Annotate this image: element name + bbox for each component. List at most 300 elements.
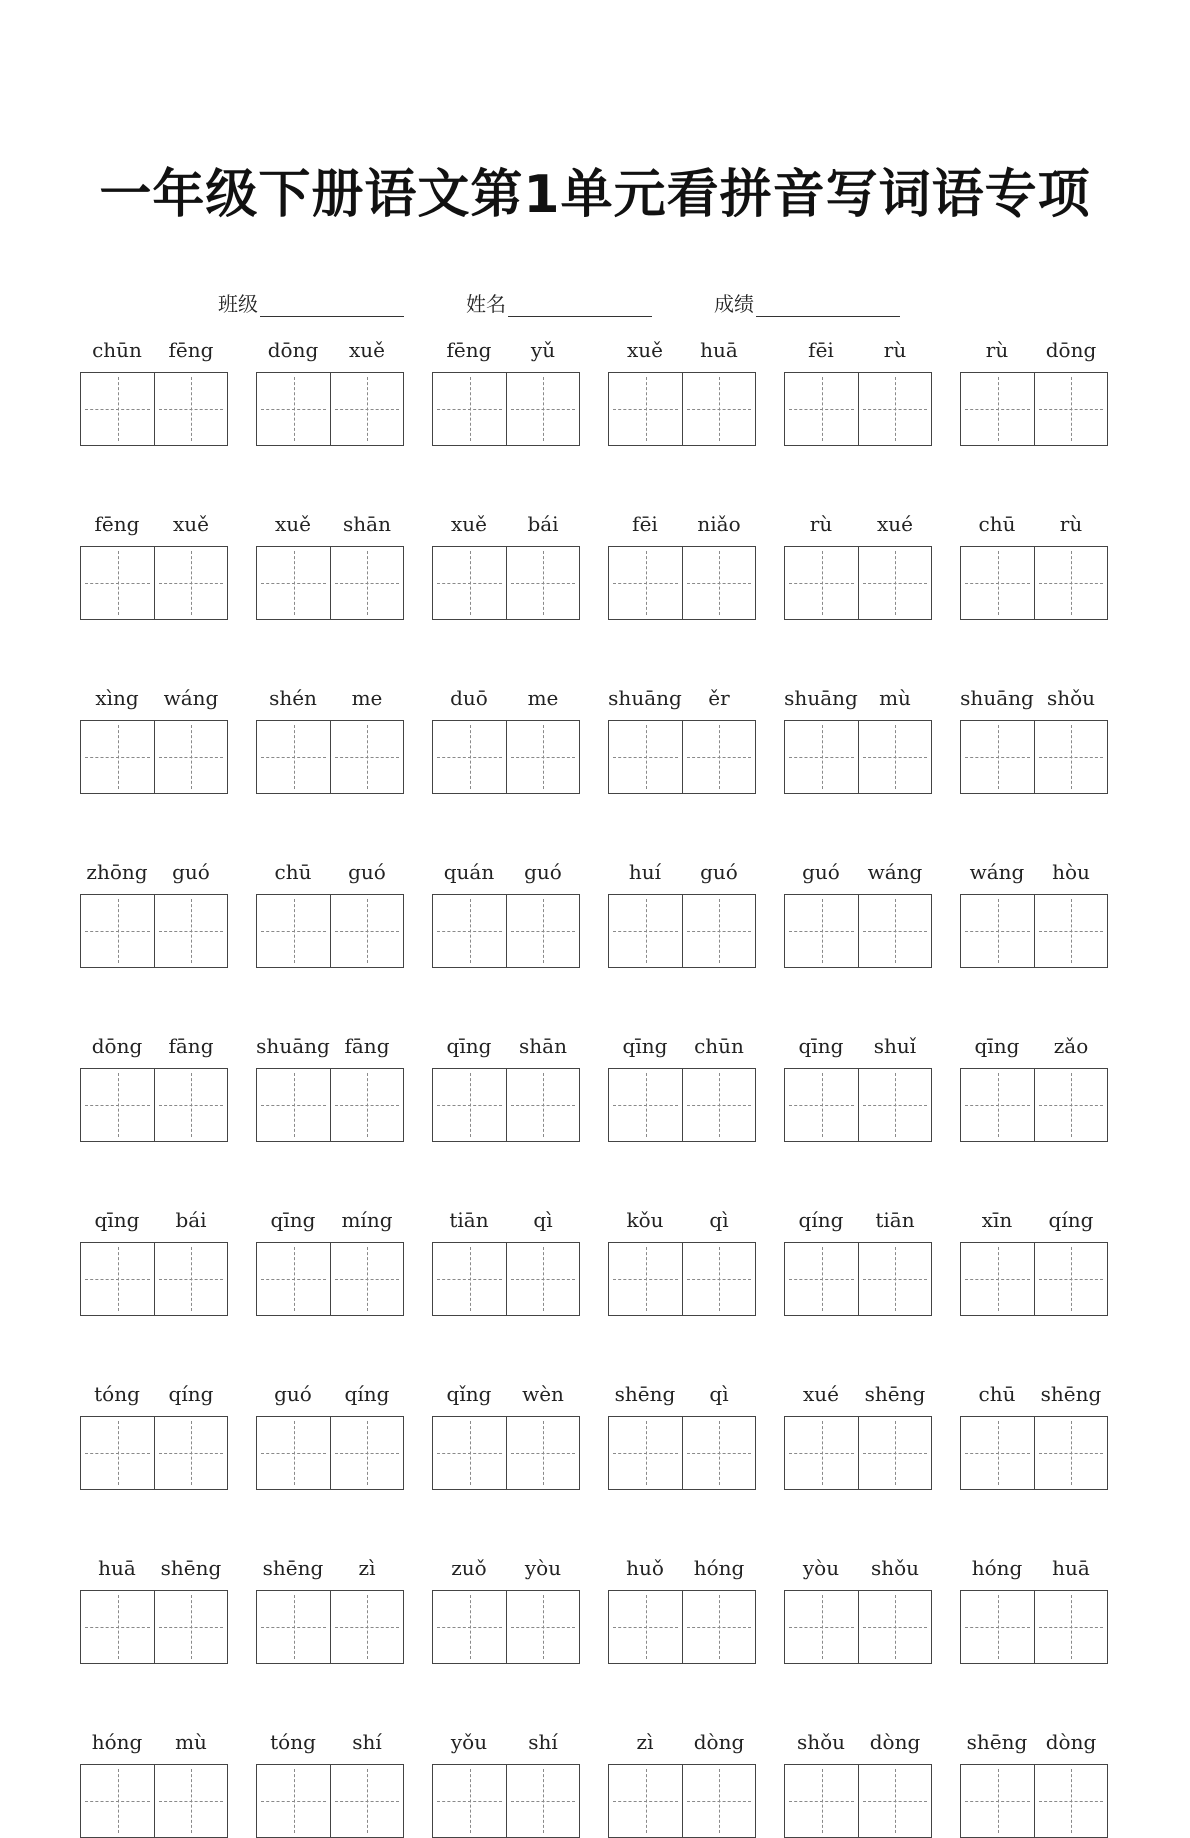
- pinyin-syllable: niǎo: [697, 512, 741, 536]
- pinyin-syllable: qíng: [798, 1208, 844, 1232]
- tianzige-writing-box[interactable]: [257, 721, 330, 793]
- word-item: [960, 510, 1108, 620]
- tianzige-writing-box[interactable]: [1034, 547, 1107, 619]
- pinyin-row: [608, 684, 756, 712]
- tianzige-box-pair: [784, 1068, 932, 1142]
- tianzige-writing-box[interactable]: [154, 895, 227, 967]
- tianzige-writing-box[interactable]: [682, 1243, 755, 1315]
- tianzige-writing-box[interactable]: [858, 1765, 931, 1837]
- pinyin-row: [960, 1728, 1108, 1756]
- tianzige-writing-box[interactable]: [858, 895, 931, 967]
- tianzige-writing-box[interactable]: [1034, 1069, 1107, 1141]
- tianzige-writing-box[interactable]: [682, 547, 755, 619]
- tianzige-box-pair: [784, 1590, 932, 1664]
- pinyin-syllable: shēng: [1040, 1382, 1102, 1406]
- student-info-row: [218, 288, 900, 317]
- pinyin-row: [256, 1380, 404, 1408]
- pinyin-syllable: dōng: [91, 1034, 143, 1058]
- tianzige-box-pair: [960, 720, 1108, 794]
- pinyin-row: [784, 684, 932, 712]
- pinyin-syllable: shén: [269, 686, 317, 710]
- tianzige-writing-box[interactable]: [858, 1069, 931, 1141]
- pinyin-row: [960, 336, 1108, 364]
- pinyin-syllable: chūn: [92, 338, 142, 362]
- pinyin-row: [80, 1206, 228, 1234]
- tianzige-writing-box[interactable]: [330, 1417, 403, 1489]
- pinyin-syllable: fēng: [94, 512, 140, 536]
- word-item: [784, 1380, 932, 1490]
- tianzige-writing-box[interactable]: [785, 547, 858, 619]
- tianzige-writing-box[interactable]: [506, 1243, 579, 1315]
- word-item: [960, 858, 1108, 968]
- tianzige-writing-box[interactable]: [609, 1243, 682, 1315]
- pinyin-syllable: zì: [636, 1730, 654, 1754]
- word-item: [784, 336, 932, 446]
- tianzige-writing-box[interactable]: [682, 895, 755, 967]
- pinyin-syllable: guó: [348, 860, 386, 884]
- pinyin-syllable: rù: [883, 338, 907, 362]
- tianzige-writing-box[interactable]: [81, 547, 154, 619]
- tianzige-writing-box[interactable]: [682, 1069, 755, 1141]
- tianzige-writing-box[interactable]: [961, 1069, 1034, 1141]
- tianzige-writing-box[interactable]: [257, 547, 330, 619]
- tianzige-writing-box[interactable]: [154, 721, 227, 793]
- word-item: [432, 1380, 580, 1490]
- pinyin-syllable: qīng: [974, 1034, 1020, 1058]
- tianzige-writing-box[interactable]: [506, 1417, 579, 1489]
- tianzige-box-pair: [432, 720, 580, 794]
- tianzige-writing-box[interactable]: [609, 1765, 682, 1837]
- tianzige-box-pair: [256, 894, 404, 968]
- pinyin-syllable: shǒu: [870, 1556, 920, 1580]
- pinyin-syllable: shí: [528, 1730, 558, 1754]
- word-item: [80, 1206, 228, 1316]
- word-item: [80, 1380, 228, 1490]
- tianzige-writing-box[interactable]: [81, 1417, 154, 1489]
- tianzige-writing-box[interactable]: [961, 1417, 1034, 1489]
- tianzige-writing-box[interactable]: [506, 547, 579, 619]
- pinyin-syllable: chū: [978, 1382, 1016, 1406]
- word-item: [80, 858, 228, 968]
- pinyin-row: [432, 858, 580, 886]
- tianzige-writing-box[interactable]: [433, 1069, 506, 1141]
- class-field[interactable]: [218, 288, 404, 317]
- tianzige-writing-box[interactable]: [858, 547, 931, 619]
- tianzige-box-pair: [432, 894, 580, 968]
- tianzige-writing-box[interactable]: [330, 895, 403, 967]
- pinyin-row: [80, 684, 228, 712]
- tianzige-writing-box[interactable]: [785, 1765, 858, 1837]
- pinyin-row: [80, 510, 228, 538]
- pinyin-row: [432, 1206, 580, 1234]
- pinyin-syllable: huā: [98, 1556, 136, 1580]
- pinyin-row: [784, 858, 932, 886]
- pinyin-row: [256, 1554, 404, 1582]
- pinyin-syllable: zuǒ: [451, 1556, 487, 1580]
- tianzige-writing-box[interactable]: [785, 373, 858, 445]
- pinyin-syllable: mù: [175, 1730, 207, 1754]
- score-field[interactable]: [714, 288, 900, 317]
- tianzige-writing-box[interactable]: [330, 1765, 403, 1837]
- tianzige-writing-box[interactable]: [961, 1765, 1034, 1837]
- tianzige-writing-box[interactable]: [433, 1591, 506, 1663]
- tianzige-writing-box[interactable]: [506, 721, 579, 793]
- tianzige-box-pair: [432, 1242, 580, 1316]
- word-item: [960, 1032, 1108, 1142]
- score-blank-line[interactable]: [756, 296, 900, 317]
- tianzige-box-pair: [432, 372, 580, 446]
- pinyin-syllable: yòu: [524, 1556, 562, 1580]
- pinyin-row: [960, 1206, 1108, 1234]
- pinyin-syllable: qì: [709, 1382, 729, 1406]
- pinyin-syllable: shān: [519, 1034, 567, 1058]
- word-item: [256, 684, 404, 794]
- tianzige-writing-box[interactable]: [785, 1243, 858, 1315]
- class-blank-line[interactable]: [260, 296, 404, 317]
- pinyin-syllable: huā: [700, 338, 738, 362]
- tianzige-writing-box[interactable]: [785, 721, 858, 793]
- pinyin-row: [80, 1728, 228, 1756]
- pinyin-syllable: fēi: [808, 338, 834, 362]
- pinyin-syllable: shuǐ: [873, 1034, 917, 1058]
- tianzige-box-pair: [960, 1242, 1108, 1316]
- tianzige-box-pair: [80, 1416, 228, 1490]
- pinyin-syllable: rù: [809, 512, 833, 536]
- pinyin-syllable: fēng: [446, 338, 492, 362]
- pinyin-row: [256, 1032, 404, 1060]
- tianzige-writing-box[interactable]: [1034, 895, 1107, 967]
- tianzige-writing-box[interactable]: [785, 895, 858, 967]
- tianzige-writing-box[interactable]: [433, 895, 506, 967]
- pinyin-syllable: ěr: [708, 686, 730, 710]
- tianzige-writing-box[interactable]: [506, 1069, 579, 1141]
- tianzige-writing-box[interactable]: [81, 721, 154, 793]
- tianzige-writing-box[interactable]: [330, 721, 403, 793]
- pinyin-row: [960, 1032, 1108, 1060]
- tianzige-writing-box[interactable]: [785, 1069, 858, 1141]
- tianzige-writing-box[interactable]: [433, 1765, 506, 1837]
- word-item: [80, 510, 228, 620]
- tianzige-writing-box[interactable]: [682, 1417, 755, 1489]
- word-grid: [80, 336, 1112, 1838]
- pinyin-syllable: guó: [700, 860, 738, 884]
- pinyin-syllable: guó: [274, 1382, 312, 1406]
- pinyin-syllable: shēng: [262, 1556, 324, 1580]
- pinyin-syllable: qīng: [94, 1208, 140, 1232]
- tianzige-writing-box[interactable]: [609, 547, 682, 619]
- tianzige-writing-box[interactable]: [506, 895, 579, 967]
- tianzige-writing-box[interactable]: [1034, 1243, 1107, 1315]
- pinyin-syllable: tiān: [875, 1208, 915, 1232]
- pinyin-syllable: guó: [172, 860, 210, 884]
- tianzige-box-pair: [80, 546, 228, 620]
- pinyin-syllable: fēng: [168, 338, 214, 362]
- tianzige-writing-box[interactable]: [961, 1591, 1034, 1663]
- word-item: [432, 684, 580, 794]
- name-field[interactable]: [466, 288, 652, 317]
- page-title: 一年级下册语文第1单元看拼音写词语专项: [99, 165, 1091, 225]
- word-item: [256, 1032, 404, 1142]
- pinyin-syllable: shuāng: [608, 686, 682, 710]
- tianzige-writing-box[interactable]: [330, 1591, 403, 1663]
- pinyin-syllable: zì: [358, 1556, 376, 1580]
- pinyin-syllable: qíng: [344, 1382, 390, 1406]
- word-item: [608, 1554, 756, 1664]
- tianzige-box-pair: [608, 546, 756, 620]
- pinyin-syllable: qì: [709, 1208, 729, 1232]
- pinyin-syllable: qīng: [270, 1208, 316, 1232]
- pinyin-row: [784, 1206, 932, 1234]
- word-item: [784, 1554, 932, 1664]
- pinyin-syllable: fāng: [344, 1034, 390, 1058]
- pinyin-syllable: míng: [341, 1208, 393, 1232]
- tianzige-writing-box[interactable]: [257, 1765, 330, 1837]
- pinyin-row: [784, 1728, 932, 1756]
- score-label: 成绩: [714, 292, 754, 316]
- tianzige-writing-box[interactable]: [154, 1243, 227, 1315]
- word-item: [784, 1206, 932, 1316]
- pinyin-row: [80, 1380, 228, 1408]
- tianzige-writing-box[interactable]: [785, 1417, 858, 1489]
- pinyin-syllable: qīng: [446, 1034, 492, 1058]
- pinyin-syllable: rù: [985, 338, 1009, 362]
- tianzige-box-pair: [960, 1416, 1108, 1490]
- tianzige-writing-box[interactable]: [1034, 1417, 1107, 1489]
- pinyin-syllable: hòu: [1052, 860, 1090, 884]
- tianzige-writing-box[interactable]: [81, 373, 154, 445]
- tianzige-writing-box[interactable]: [1034, 721, 1107, 793]
- pinyin-row: [960, 858, 1108, 886]
- tianzige-writing-box[interactable]: [609, 1591, 682, 1663]
- tianzige-writing-box[interactable]: [961, 895, 1034, 967]
- pinyin-row: [608, 336, 756, 364]
- tianzige-box-pair: [256, 546, 404, 620]
- pinyin-row: [608, 1728, 756, 1756]
- tianzige-writing-box[interactable]: [506, 1591, 579, 1663]
- pinyin-syllable: mù: [879, 686, 911, 710]
- tianzige-writing-box[interactable]: [433, 373, 506, 445]
- tianzige-box-pair: [80, 372, 228, 446]
- word-item: [960, 1728, 1108, 1838]
- tianzige-box-pair: [960, 1764, 1108, 1838]
- tianzige-writing-box[interactable]: [257, 895, 330, 967]
- tianzige-writing-box[interactable]: [257, 373, 330, 445]
- tianzige-box-pair: [608, 1068, 756, 1142]
- tianzige-writing-box[interactable]: [330, 373, 403, 445]
- pinyin-syllable: shēng: [864, 1382, 926, 1406]
- pinyin-row: [960, 510, 1108, 538]
- tianzige-writing-box[interactable]: [154, 1069, 227, 1141]
- word-item: [608, 510, 756, 620]
- pinyin-syllable: qíng: [1048, 1208, 1094, 1232]
- tianzige-writing-box[interactable]: [858, 1591, 931, 1663]
- tianzige-writing-box[interactable]: [682, 1765, 755, 1837]
- tianzige-box-pair: [784, 546, 932, 620]
- tianzige-writing-box[interactable]: [257, 1417, 330, 1489]
- tianzige-writing-box[interactable]: [154, 1591, 227, 1663]
- tianzige-writing-box[interactable]: [257, 1069, 330, 1141]
- tianzige-writing-box[interactable]: [433, 1417, 506, 1489]
- pinyin-syllable: dòng: [1045, 1730, 1097, 1754]
- tianzige-box-pair: [80, 894, 228, 968]
- pinyin-row: [960, 1554, 1108, 1582]
- tianzige-writing-box[interactable]: [506, 373, 579, 445]
- pinyin-syllable: shān: [343, 512, 391, 536]
- word-item: [784, 510, 932, 620]
- pinyin-row: [256, 1728, 404, 1756]
- word-item: [432, 1206, 580, 1316]
- word-item: [960, 336, 1108, 446]
- tianzige-writing-box[interactable]: [81, 1765, 154, 1837]
- word-item: [256, 510, 404, 620]
- tianzige-box-pair: [256, 372, 404, 446]
- tianzige-writing-box[interactable]: [154, 1765, 227, 1837]
- pinyin-syllable: chū: [274, 860, 312, 884]
- tianzige-writing-box[interactable]: [433, 1243, 506, 1315]
- pinyin-row: [432, 684, 580, 712]
- tianzige-writing-box[interactable]: [609, 1069, 682, 1141]
- word-item: [256, 1728, 404, 1838]
- pinyin-row: [432, 510, 580, 538]
- pinyin-row: [432, 1380, 580, 1408]
- tianzige-writing-box[interactable]: [81, 1069, 154, 1141]
- pinyin-row: [432, 1554, 580, 1582]
- tianzige-box-pair: [256, 1590, 404, 1664]
- pinyin-syllable: bái: [527, 512, 559, 536]
- pinyin-row: [256, 684, 404, 712]
- tianzige-writing-box[interactable]: [609, 895, 682, 967]
- word-item: [80, 336, 228, 446]
- pinyin-syllable: dòng: [693, 1730, 745, 1754]
- word-item: [784, 858, 932, 968]
- tianzige-box-pair: [784, 372, 932, 446]
- tianzige-writing-box[interactable]: [257, 1591, 330, 1663]
- pinyin-row: [256, 858, 404, 886]
- pinyin-syllable: wáng: [867, 860, 923, 884]
- tianzige-writing-box[interactable]: [81, 1591, 154, 1663]
- tianzige-writing-box[interactable]: [81, 895, 154, 967]
- pinyin-syllable: yǒu: [450, 1730, 488, 1754]
- tianzige-writing-box[interactable]: [330, 1069, 403, 1141]
- pinyin-syllable: wáng: [163, 686, 219, 710]
- tianzige-box-pair: [608, 1416, 756, 1490]
- pinyin-row: [608, 510, 756, 538]
- tianzige-box-pair: [784, 1764, 932, 1838]
- tianzige-writing-box[interactable]: [961, 1243, 1034, 1315]
- pinyin-row: [432, 1728, 580, 1756]
- tianzige-writing-box[interactable]: [1034, 373, 1107, 445]
- tianzige-box-pair: [80, 1764, 228, 1838]
- tianzige-writing-box[interactable]: [858, 1417, 931, 1489]
- pinyin-syllable: tóng: [94, 1382, 140, 1406]
- pinyin-syllable: shuāng: [960, 686, 1034, 710]
- tianzige-writing-box[interactable]: [154, 373, 227, 445]
- pinyin-syllable: huí: [628, 860, 662, 884]
- pinyin-row: [256, 1206, 404, 1234]
- tianzige-box-pair: [432, 1764, 580, 1838]
- pinyin-syllable: xìng: [95, 686, 139, 710]
- tianzige-writing-box[interactable]: [81, 1243, 154, 1315]
- word-item: [608, 1728, 756, 1838]
- pinyin-row: [784, 510, 932, 538]
- tianzige-writing-box[interactable]: [961, 373, 1034, 445]
- tianzige-box-pair: [256, 1416, 404, 1490]
- word-item: [80, 684, 228, 794]
- word-item: [960, 1380, 1108, 1490]
- tianzige-writing-box[interactable]: [858, 721, 931, 793]
- pinyin-row: [960, 1380, 1108, 1408]
- word-item: [784, 684, 932, 794]
- tianzige-writing-box[interactable]: [682, 721, 755, 793]
- tianzige-box-pair: [960, 1068, 1108, 1142]
- class-label: 班级: [218, 292, 258, 316]
- word-item: [80, 1728, 228, 1838]
- pinyin-syllable: guó: [524, 860, 562, 884]
- word-item: [432, 1728, 580, 1838]
- tianzige-writing-box[interactable]: [330, 547, 403, 619]
- tianzige-writing-box[interactable]: [858, 373, 931, 445]
- tianzige-box-pair: [960, 1590, 1108, 1664]
- tianzige-writing-box[interactable]: [433, 547, 506, 619]
- word-item: [608, 1032, 756, 1142]
- pinyin-syllable: zǎo: [1053, 1034, 1089, 1058]
- pinyin-row: [608, 1032, 756, 1060]
- pinyin-syllable: hóng: [91, 1730, 143, 1754]
- tianzige-writing-box[interactable]: [1034, 1591, 1107, 1663]
- tianzige-writing-box[interactable]: [506, 1765, 579, 1837]
- tianzige-writing-box[interactable]: [1034, 1765, 1107, 1837]
- tianzige-box-pair: [608, 1764, 756, 1838]
- pinyin-syllable: shēng: [160, 1556, 222, 1580]
- tianzige-writing-box[interactable]: [154, 547, 227, 619]
- tianzige-writing-box[interactable]: [257, 1243, 330, 1315]
- word-item: [256, 336, 404, 446]
- tianzige-writing-box[interactable]: [961, 547, 1034, 619]
- tianzige-box-pair: [432, 1590, 580, 1664]
- pinyin-syllable: fēi: [632, 512, 658, 536]
- pinyin-syllable: yǔ: [530, 338, 556, 362]
- pinyin-syllable: guó: [802, 860, 840, 884]
- tianzige-writing-box[interactable]: [609, 721, 682, 793]
- tianzige-box-pair: [784, 720, 932, 794]
- tianzige-writing-box[interactable]: [609, 1417, 682, 1489]
- name-blank-line[interactable]: [508, 296, 652, 317]
- pinyin-syllable: chū: [978, 512, 1016, 536]
- pinyin-syllable: qì: [533, 1208, 553, 1232]
- tianzige-writing-box[interactable]: [609, 373, 682, 445]
- pinyin-syllable: me: [527, 686, 559, 710]
- pinyin-row: [256, 510, 404, 538]
- tianzige-writing-box[interactable]: [682, 373, 755, 445]
- pinyin-row: [784, 336, 932, 364]
- tianzige-writing-box[interactable]: [682, 1591, 755, 1663]
- tianzige-box-pair: [960, 546, 1108, 620]
- pinyin-syllable: fāng: [168, 1034, 214, 1058]
- pinyin-syllable: shí: [352, 1730, 382, 1754]
- pinyin-syllable: xīn: [981, 1208, 1013, 1232]
- tianzige-writing-box[interactable]: [961, 721, 1034, 793]
- pinyin-syllable: tiān: [449, 1208, 489, 1232]
- tianzige-box-pair: [960, 372, 1108, 446]
- tianzige-writing-box[interactable]: [858, 1243, 931, 1315]
- tianzige-writing-box[interactable]: [785, 1591, 858, 1663]
- tianzige-writing-box[interactable]: [433, 721, 506, 793]
- word-item: [960, 1206, 1108, 1316]
- tianzige-writing-box[interactable]: [154, 1417, 227, 1489]
- tianzige-box-pair: [80, 1590, 228, 1664]
- tianzige-writing-box[interactable]: [330, 1243, 403, 1315]
- tianzige-box-pair: [784, 894, 932, 968]
